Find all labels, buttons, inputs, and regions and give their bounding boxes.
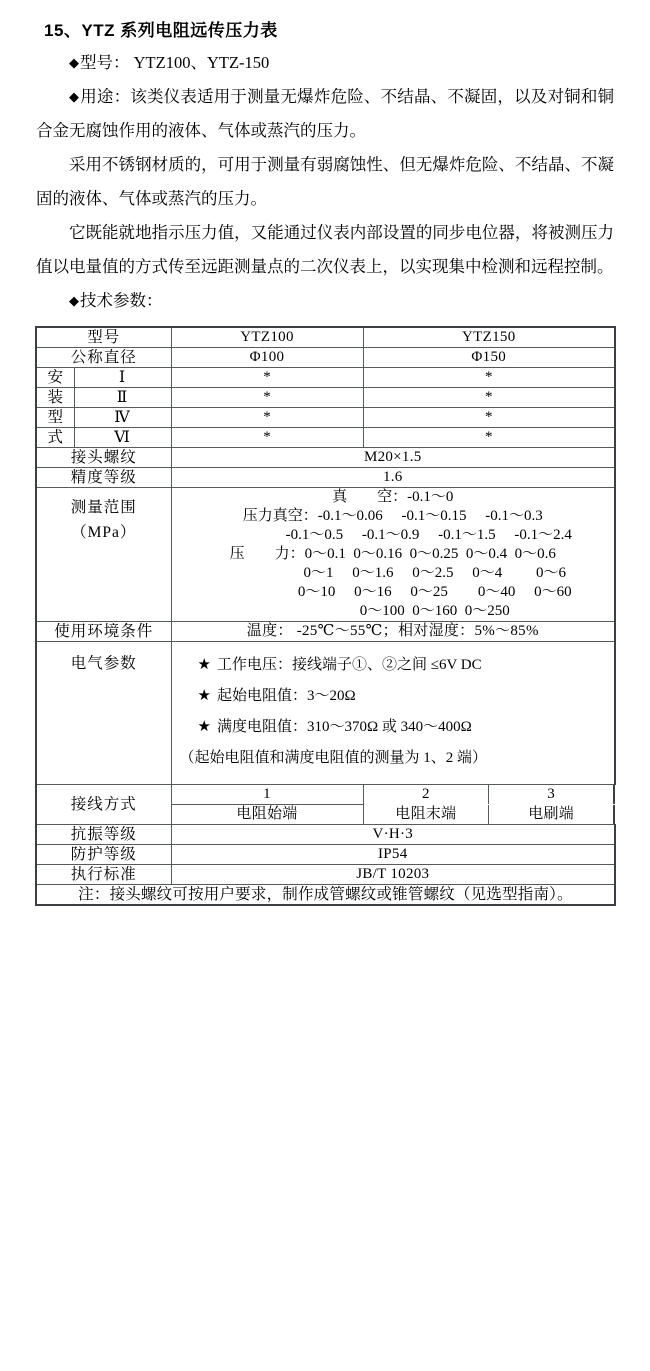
cell-install-2-ytz100: * [171, 408, 363, 428]
electrical-line-3 [198, 712, 607, 743]
intro-prose [0, 46, 650, 318]
cell-install-char-0: 安 [36, 368, 74, 388]
range-compound-line-2: -0.1～0.5 -0.1～0.9 -0.1～1.5 -0.1～2.4 [285, 527, 572, 543]
table-row-install-4 [36, 428, 615, 448]
cell-install-type-0: Ⅰ [74, 368, 171, 388]
wiring-terminals-subrow [364, 805, 615, 824]
cell-wiring-terminal-2: 电阻末端 [364, 805, 489, 824]
cell-install-0-ytz150: * [363, 368, 615, 388]
table-row-note [36, 885, 615, 906]
cell-thread-value: M20×1.5 [171, 448, 615, 468]
cell-environment-value: 温度： -25℃～55℃；相对湿度：5%～85% [171, 622, 615, 642]
cell-install-0-ytz100: * [171, 368, 363, 388]
paragraph-usage [36, 80, 614, 148]
wiring-terminals-subtable [364, 805, 616, 824]
cell-install-3-ytz100: * [171, 428, 363, 448]
cell-diameter-ytz100: Φ100 [171, 348, 363, 368]
electrical-footnote: （起始电阻值和满度电阻值的测量为 1、2 端） [179, 750, 488, 766]
diamond-bullet-icon: ◆ [69, 89, 80, 104]
cell-wiring-terminal-1: 电阻始端 [171, 805, 363, 825]
cell-install-char-3: 式 [36, 428, 74, 448]
cell-accuracy-value: 1.6 [171, 468, 615, 488]
electrical-text-3: 满度电阻值：310～370Ω 或 340～400Ω [216, 719, 472, 735]
cell-install-char-1: 装 [36, 388, 74, 408]
table-row-vibration [36, 825, 615, 845]
electrical-text-1: 工作电压：接线端子①、②之间 ≤6V DC [216, 657, 482, 673]
cell-thread-label: 接头螺纹 [36, 448, 171, 468]
page-title: 15、YTZ 系列电阻远传压力表 [44, 21, 278, 40]
star-icon: ★ [197, 657, 211, 673]
cell-wiring-number-1: 1 [171, 785, 363, 805]
cell-wiring-numbers-rest [363, 785, 615, 805]
cell-wiring-number-2: 2 [364, 785, 489, 804]
cell-standard-value: JB/T 10203 [171, 865, 615, 885]
cell-install-3-ytz150: * [363, 428, 615, 448]
star-icon: ★ [197, 719, 211, 735]
diamond-bullet-icon: ◆ [69, 293, 79, 308]
table-row-range [36, 488, 615, 622]
cell-vibration-label: 抗振等级 [36, 825, 171, 845]
cell-accuracy-label: 精度等级 [36, 468, 171, 488]
cell-model-label: 型号 [36, 327, 171, 348]
cell-install-1-ytz100: * [171, 388, 363, 408]
table-row-electrical [36, 642, 615, 785]
cell-wiring-terminals-rest [363, 805, 615, 825]
cell-standard-label: 执行标准 [36, 865, 171, 885]
cell-diameter-ytz150: Φ150 [363, 348, 615, 368]
table-row-model [36, 327, 615, 348]
cell-electrical-values [171, 642, 615, 785]
table-row-protection [36, 845, 615, 865]
spec-table [35, 326, 616, 906]
diamond-bullet-icon: ◆ [69, 55, 79, 70]
table-row-install-2 [36, 388, 615, 408]
paragraph-text: 技术参数： [80, 291, 163, 310]
star-icon: ★ [197, 688, 211, 704]
cell-wiring-number-3: 3 [489, 785, 614, 804]
range-label-line1: 测量范围 [70, 499, 137, 516]
cell-model-ytz100: YTZ100 [171, 327, 363, 348]
paragraph-stainless: 采用不锈钢材质的，可用于测量有弱腐蚀性、但无爆炸危险、不结晶、不凝固的液体、气体或蒸汽的压力。 [36, 155, 614, 208]
cell-install-char-2: 型 [36, 408, 74, 428]
cell-diameter-label: 公称直径 [36, 348, 171, 368]
table-row-environment [36, 622, 615, 642]
electrical-line-1 [198, 650, 607, 681]
electrical-label-text: 电气参数 [70, 655, 137, 672]
electrical-text-2: 起始电阻值：3～20Ω [216, 688, 356, 704]
range-pressure-label: 压 力： [229, 546, 305, 562]
range-compound-values-1: -0.1～0.06 -0.1～0.15 -0.1～0.3 [317, 508, 543, 524]
spec-table-wrap [0, 318, 650, 906]
cell-protection-label: 防护等级 [36, 845, 171, 865]
paragraph-text: 用途：该类仪表适用于测量无爆炸危险、不结晶、不凝固，以及对铜和铜合金无腐蚀作用的液体、气体或蒸汽的压力。 [36, 87, 614, 140]
range-compound-label: 压力真空： [242, 508, 318, 524]
range-pressure-line-3: 0～10 0～16 0～25 0～40 0～60 [297, 584, 572, 600]
paragraph-tech-params [36, 284, 614, 318]
paragraph-model [36, 46, 614, 80]
table-row-accuracy [36, 468, 615, 488]
table-row-thread [36, 448, 615, 468]
cell-electrical-label [36, 642, 171, 785]
range-label-line2: （MPa） [71, 524, 137, 541]
cell-model-ytz150: YTZ150 [363, 327, 615, 348]
wiring-numbers-subrow [364, 785, 615, 804]
cell-install-type-3: Ⅵ [74, 428, 171, 448]
cell-wiring-terminal-3: 电刷端 [489, 805, 614, 824]
cell-wiring-label: 接线方式 [36, 785, 171, 825]
range-compound-line-1 [172, 507, 615, 526]
range-pressure-values-1: 0～0.1 0～0.16 0～0.25 0～0.4 0～0.6 [304, 546, 556, 562]
cell-protection-value: IP54 [171, 845, 615, 865]
range-vacuum-line [172, 488, 615, 507]
wiring-numbers-subtable [364, 785, 616, 804]
paragraph-text: 型号： YTZ100、YTZ-150 [80, 53, 270, 72]
cell-install-1-ytz150: * [363, 388, 615, 408]
range-pressure-line-4: 0～100 0～160 0～250 [359, 603, 510, 619]
range-pressure-line-1 [172, 545, 615, 564]
range-vacuum-value: -0.1～0 [407, 489, 454, 505]
electrical-line-2 [198, 681, 607, 712]
paragraph-remote: 它既能就地指示压力值，又能通过仪表内部设置的同步电位器，将被测压力值以电量值的方式传至远距测量点的二次仪表上，以实现集中检测和远程控制。 [36, 223, 614, 276]
range-pressure-line-2: 0～1 0～1.6 0～2.5 0～4 0～6 [303, 565, 567, 581]
range-vacuum-label: 真 空： [332, 489, 408, 505]
cell-install-type-1: Ⅱ [74, 388, 171, 408]
cell-note-text: 注：接头螺纹可按用户要求，制作成管螺纹或锥管螺纹（见选型指南）。 [36, 885, 615, 906]
table-row-standard [36, 865, 615, 885]
cell-vibration-value: V·H·3 [171, 825, 615, 845]
table-row-diameter [36, 348, 615, 368]
table-row-install-3 [36, 408, 615, 428]
cell-range-label [36, 488, 171, 622]
cell-range-values [171, 488, 615, 622]
cell-install-type-2: Ⅳ [74, 408, 171, 428]
cell-environment-label: 使用环境条件 [36, 622, 171, 642]
cell-install-2-ytz150: * [363, 408, 615, 428]
table-row-install-1 [36, 368, 615, 388]
table-row-wiring-numbers [36, 785, 615, 805]
